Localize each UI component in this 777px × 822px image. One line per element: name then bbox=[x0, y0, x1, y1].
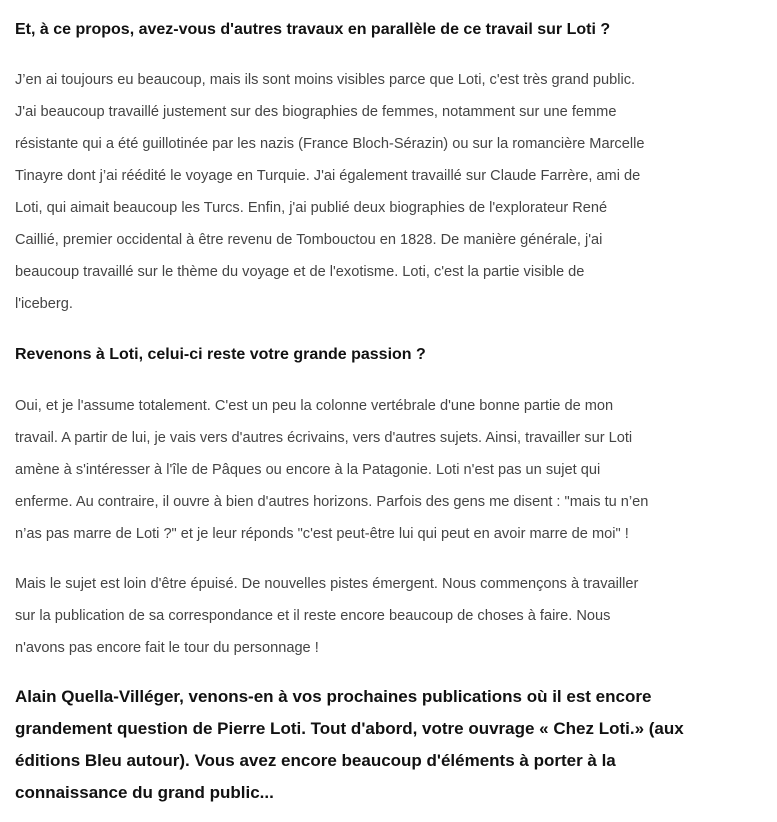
answer-paragraph-1 bbox=[15, 64, 769, 320]
answer-paragraph-2 bbox=[15, 390, 769, 550]
answer-paragraph-3 bbox=[15, 568, 769, 664]
text-line: connaissance du grand public... bbox=[15, 783, 274, 802]
text-line: enferme. Au contraire, il ouvre à bien d'autres horizons. Parfois des gens me disent : "mais tu n’en bbox=[15, 494, 649, 510]
text-line: éditions Bleu autour). Vous avez encore beaucoup d'éléments à porter à la bbox=[15, 751, 616, 770]
question-heading-1: Et, à ce propos, avez-vous d'autres travaux en parallèle de ce travail sur Loti ? bbox=[15, 21, 611, 38]
text-line: l'iceberg. bbox=[15, 296, 73, 312]
text-line: Oui, et je l'assume totalement. C'est un peu la colonne vertébrale d'une bonne partie de mon bbox=[15, 398, 614, 414]
text-line: n'avons pas encore fait le tour du personnage ! bbox=[15, 640, 319, 656]
text-line: Loti, qui aimait beaucoup les Turcs. Enfin, j'ai publié deux biographies de l'explorateur René bbox=[15, 200, 608, 216]
text-line: Mais le sujet est loin d'être épuisé. De nouvelles pistes émergent. Nous commençons à travailler bbox=[15, 576, 639, 592]
text-line: Tinayre dont j’ai réédité le voyage en Turquie. J'ai également travaillé sur Claude Farrère, ami de bbox=[15, 168, 641, 184]
text-line: résistante qui a été guillotinée par les nazis (France Bloch-Sérazin) ou sur la romancière Marcelle bbox=[15, 136, 645, 152]
text-line: beaucoup travaillé sur le thème du voyage et de l'exotisme. Loti, c'est la partie visible de bbox=[15, 264, 585, 280]
text-line: Caillié, premier occidental à être revenu de Tombouctou en 1828. De manière générale, j'ai bbox=[15, 232, 603, 248]
text-line: amène à s'intéresser à l'île de Pâques ou encore à la Patagonie. Loti n'est pas un sujet qui bbox=[15, 462, 601, 478]
text-line: n’as pas marre de Loti ?" et je leur réponds "c'est peut-être lui qui peut en avoir marre de moi" ! bbox=[15, 526, 629, 542]
text-line: Alain Quella-Villéger, venons-en à vos prochaines publications où il est encore bbox=[15, 687, 652, 706]
question-heading-2: Revenons à Loti, celui-ci reste votre grande passion ? bbox=[15, 346, 426, 363]
text-line: J'ai beaucoup travaillé justement sur des biographies de femmes, notamment sur une femme bbox=[15, 104, 617, 120]
text-line: sur la publication de sa correspondance et il reste encore beaucoup de choses à faire. Nous bbox=[15, 608, 611, 624]
question-heading-3 bbox=[15, 681, 769, 809]
text-line: J’en ai toujours eu beaucoup, mais ils sont moins visibles parce que Loti, c'est très grand public. bbox=[15, 72, 636, 88]
text-line: travail. A partir de lui, je vais vers d'autres écrivains, vers d'autres sujets. Ainsi, travailler sur Loti bbox=[15, 430, 633, 446]
text-line: grandement question de Pierre Loti. Tout d'abord, votre ouvrage « Chez Loti.» (aux bbox=[15, 719, 684, 738]
